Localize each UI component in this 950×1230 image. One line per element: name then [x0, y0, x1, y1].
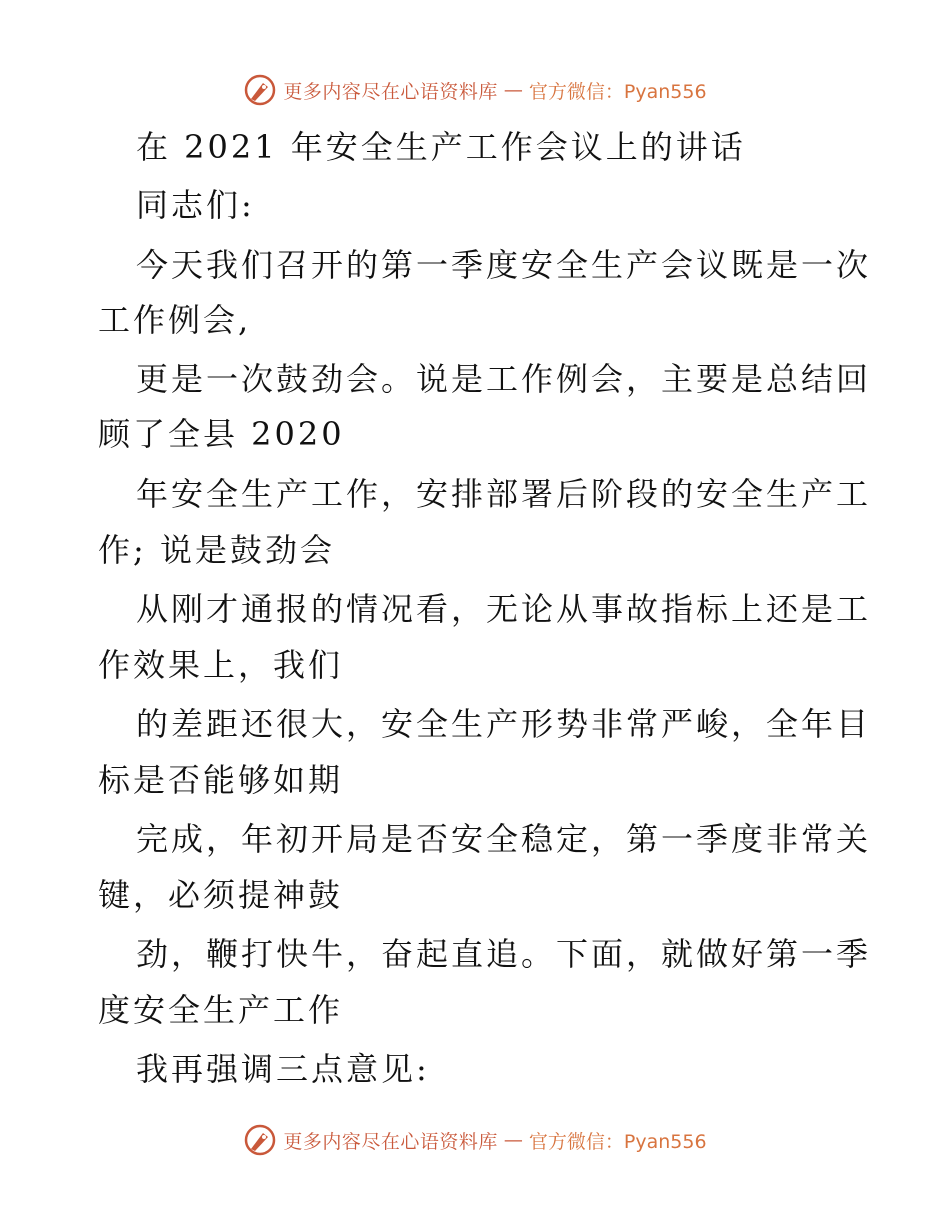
paragraph-line: 劲，鞭打快牛，奋起直追。下面，就做好第一季: [136, 935, 872, 973]
paragraph-line: 我再强调三点意见:: [136, 1050, 430, 1088]
paragraph-line: 顾了全县 2020: [98, 415, 345, 453]
paragraph-line: 从刚才通报的情况看，无论从事故指标上还是工: [136, 590, 872, 628]
paragraph-line: 作; 说是鼓劲会: [98, 531, 335, 569]
footer-banner: [0, 1120, 950, 1160]
document-title: 在 2021 年安全生产工作会议上的讲话: [136, 128, 746, 166]
paragraph-line: 的差距还很大，安全生产形势非常严峻，全年目: [136, 705, 872, 743]
header-banner: [0, 70, 950, 110]
footer-banner-wechat: 官方微信：Pyan556: [528, 1130, 707, 1153]
header-banner-separator: —: [503, 79, 523, 101]
paragraph-line: 今天我们召开的第一季度安全生产会议既是一次: [136, 246, 872, 284]
paragraph-line: 年安全生产工作，安排部署后阶段的安全生产工: [136, 475, 872, 513]
footer-banner-text: 更多内容尽在心语资料库: [283, 1130, 498, 1153]
pen-nib-logo-icon: [243, 1123, 277, 1157]
footer-banner-separator: —: [503, 1129, 523, 1151]
paragraph-line: 完成，年初开局是否安全稳定，第一季度非常关: [136, 820, 872, 858]
pen-nib-logo-icon: [243, 73, 277, 107]
paragraph-line: 标是否能够如期: [98, 761, 344, 799]
header-banner-wechat: 官方微信：Pyan556: [528, 80, 707, 103]
paragraph-line: 更是一次鼓劲会。说是工作例会，主要是总结回: [136, 360, 872, 398]
paragraph-line: 作效果上，我们: [98, 646, 344, 684]
paragraph-line: 度安全生产工作: [98, 991, 344, 1029]
paragraph-line: 工作例会,: [98, 301, 252, 339]
header-banner-text: 更多内容尽在心语资料库: [283, 80, 498, 103]
salutation: 同志们:: [136, 186, 255, 224]
paragraph-line: 键，必须提神鼓: [98, 876, 344, 914]
